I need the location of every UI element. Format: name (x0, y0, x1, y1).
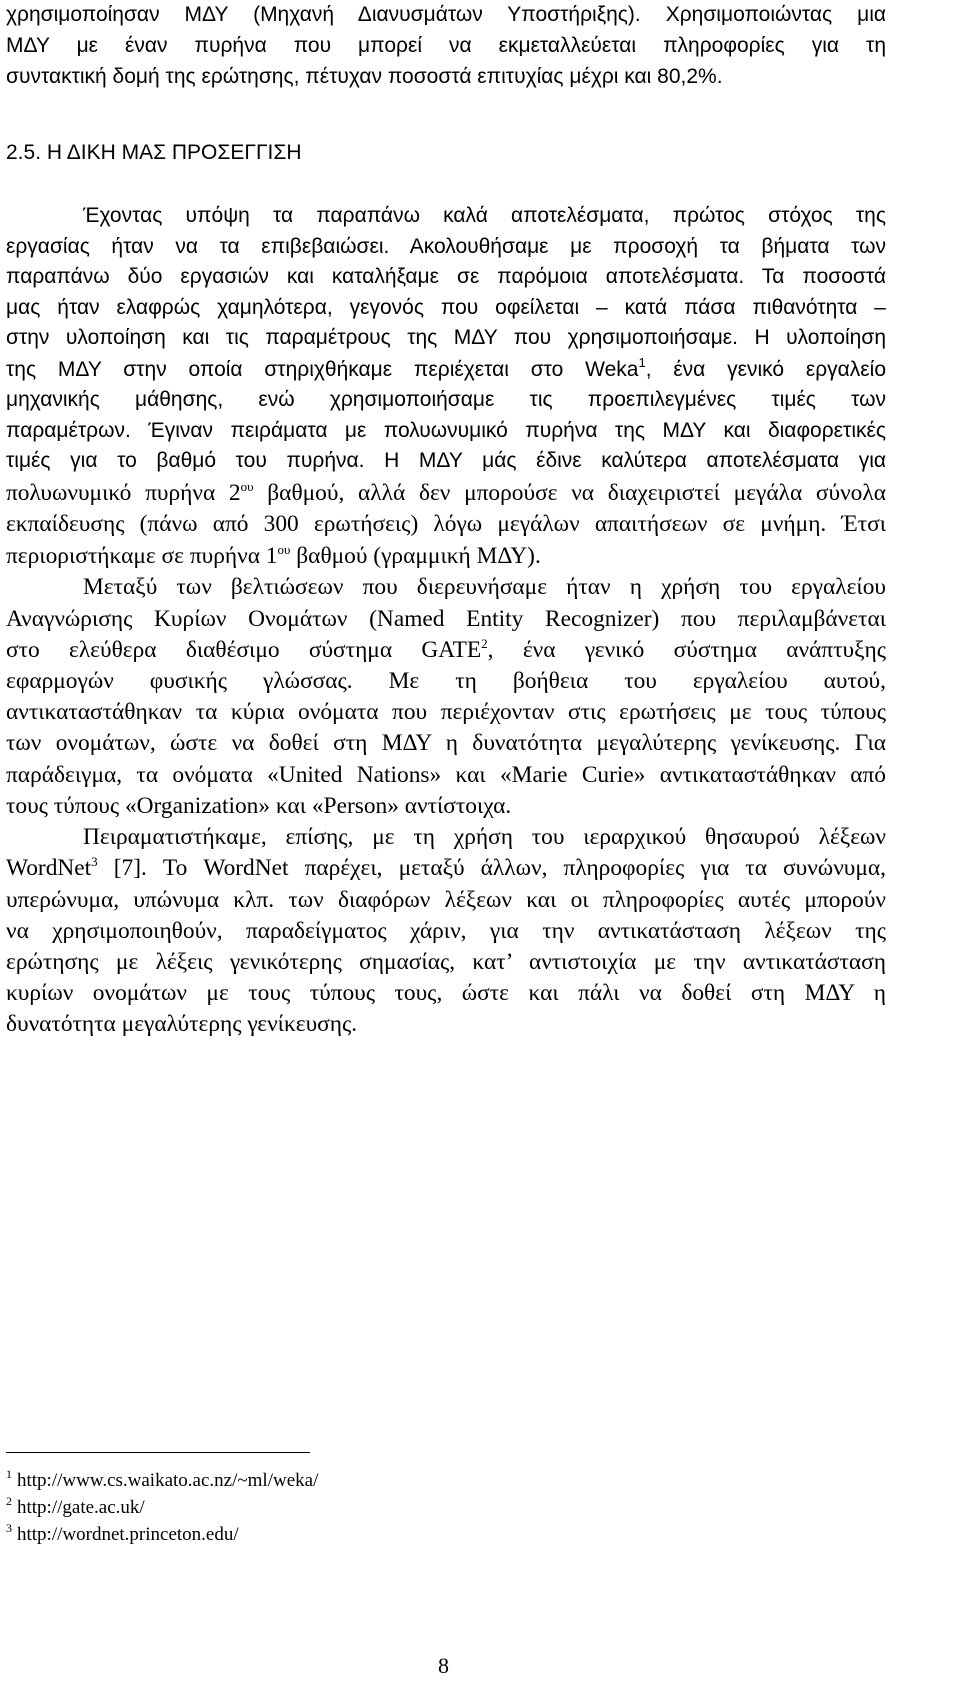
para2-line-8: τους τύπους «Organization» και «Person» αντίστοιχα. (6, 793, 512, 819)
para2-line-3 (6, 635, 886, 665)
ordinal-superscript: ου (240, 479, 254, 494)
para2-line-3-text-a: στο ελεύθερα διαθέσιμο σύστημα GATE (6, 637, 482, 663)
top-paragraph-line-1: χρησιμοποίησαν ΜΔΥ (Μηχανή Διανυσμάτων Υποστήριξης). Χρησιμοποιώντας μια (6, 3, 886, 26)
footnote-1 (6, 1467, 319, 1492)
para1-line-6-text-b: , ένα γενικό εργαλείο (645, 358, 887, 381)
para1-line-8: παραμέτρων. Έγιναν πειράματα με πολυωνυμικό πυρήνα της ΜΔΥ και διαφορετικές (6, 419, 886, 442)
para2-line-3-text-b: , ένα γενικό σύστημα ανάπτυξης (487, 637, 887, 663)
footnote-3 (6, 1521, 239, 1546)
footnote-1-link[interactable]: http://www.cs.waikato.ac.nz/~ml/weka/ (17, 1470, 319, 1491)
para3-line-6: κυρίων ονομάτων με τους τύπους τους, ώστε και πάλι να δοθεί στη ΜΔΥ η (6, 980, 886, 1006)
para1-line-6-text-a: της ΜΔΥ στην οποία στηριχθήκαμε περιέχεται στο Weka (6, 358, 639, 381)
para1-line-1: Έχοντας υπόψη τα παραπάνω καλά αποτελέσματα, πρώτος στόχος της (83, 204, 886, 227)
top-paragraph-line-3: συντακτική δομή της ερώτησης, πέτυχαν ποσοστά επιτυχίας μέχρι και 80,2%. (6, 65, 723, 88)
para1-line-12-text-b: βαθμού (γραμμική ΜΔΥ). (290, 543, 541, 569)
para3-line-1: Πειραματιστήκαμε, επίσης, με τη χρήση του ιεραρχικού θησαυρού λέξεων (83, 824, 886, 850)
para2-line-1: Μεταξύ των βελτιώσεων που διερευνήσαμε ήταν η χρήση του εργαλείου (83, 574, 886, 600)
para3-line-7: δυνατότητα μεγαλύτερης γενίκευσης. (6, 1011, 358, 1037)
footnote-ref-1: 1 (638, 355, 646, 370)
para3-line-4: να χρησιμοποιηθούν, παραδείγματος χάριν, για την αντικατάσταση λέξεων της (6, 918, 886, 944)
para2-line-6: των ονομάτων, ώστε να δοθεί στη ΜΔΥ η δυνατότητα μεγαλύτερης γενίκευσης. Για (6, 730, 886, 756)
para1-line-5: στην υλοποίηση και τις παραμέτρους της ΜΔΥ που χρησιμοποιήσαμε. Η υλοποίηση (6, 326, 886, 349)
footnote-2-number: 2 (6, 1494, 12, 1508)
footnote-ref-3: 3 (91, 854, 98, 869)
footnote-3-link[interactable]: http://wordnet.princeton.edu/ (17, 1524, 239, 1545)
page-number: 8 (438, 1653, 449, 1678)
para1-line-3: παραπάνω δύο εργασιών και καταλήξαμε σε παρόμοια αποτελέσματα. Τα ποσοστά (6, 265, 886, 288)
para1-line-6 (6, 355, 886, 385)
para3-line-2-text-b: [7]. Το WordNet παρέχει, μεταξύ άλλων, πληροφορίες για τα συνώνυμα, (97, 855, 886, 881)
para1-line-11: εκπαίδευσης (πάνω από 300 ερωτήσεις) λόγω μεγάλων απαιτήσεων σε μνήμη. Έτσι (6, 511, 886, 537)
para3-line-3: υπερώνυμα, υπώνυμα κλπ. των διαφόρων λέξεων και οι πληροφορίες αυτές μπορούν (6, 887, 886, 913)
footnote-1-number: 1 (6, 1467, 12, 1481)
footnote-separator (6, 1452, 310, 1453)
footnote-3-number: 3 (6, 1521, 12, 1535)
para1-line-9: τιμές για το βαθμό του πυρήνα. Η ΜΔΥ μάς έδινε καλύτερα αποτελέσματα για (6, 449, 886, 472)
para1-line-10-text-b: βαθμού, αλλά δεν μπορούσε να διαχειριστεί μεγάλα σύνολα (253, 480, 886, 506)
para1-line-7: μηχανικής μάθησης, ενώ χρησιμοποιήσαμε τις προεπιλεγμένες τιμές των (6, 388, 886, 411)
para3-line-2 (6, 853, 886, 883)
para1-line-12-text-a: περιοριστήκαμε σε πυρήνα 1 (6, 543, 278, 569)
section-heading: 2.5. Η ΔΙΚΗ ΜΑΣ ΠΡΟΣΕΓΓΙΣΗ (6, 141, 302, 164)
footnote-2 (6, 1494, 145, 1519)
para1-line-10 (6, 478, 886, 508)
top-paragraph-line-2: ΜΔΥ με έναν πυρήνα που μπορεί να εκμεταλλεύεται πληροφορίες για τη (6, 34, 886, 57)
para2-line-7: παράδειγμα, τα ονόματα «United Nations» και «Marie Curie» αντικαταστάθηκαν από (6, 762, 886, 788)
footnote-ref-2: 2 (481, 636, 488, 651)
ordinal-superscript: ου (277, 542, 291, 557)
para3-line-5: ερώτησης με λέξεις γενικότερης σημασίας, κατ’ αντιστοιχία με την αντικατάσταση (6, 949, 886, 975)
footnote-2-link[interactable]: http://gate.ac.uk/ (17, 1497, 145, 1518)
para1-line-4: μας ήταν ελαφρώς χαμηλότερα, γεγονός που οφείλεται – κατά πάσα πιθανότητα – (6, 296, 886, 319)
para2-line-4: εφαρμογών φυσικής γλώσσας. Με τη βοήθεια του εργαλείου αυτού, (6, 668, 886, 694)
para2-line-5: αντικαταστάθηκαν τα κύρια ονόματα που περιέχονταν στις ερωτήσεις με τους τύπους (6, 699, 886, 725)
para3-line-2-text-a: WordNet (6, 855, 92, 881)
para1-line-2: εργασίας ήταν να τα επιβεβαιώσει. Ακολουθήσαμε με προσοχή τα βήματα των (6, 235, 886, 258)
para1-line-12 (6, 541, 886, 571)
para2-line-2: Αναγνώρισης Κυρίων Ονομάτων (Named Entity Recognizer) που περιλαμβάνεται (6, 606, 886, 632)
para1-line-10-text-a: πολυωνυμικό πυρήνα 2 (6, 480, 241, 506)
